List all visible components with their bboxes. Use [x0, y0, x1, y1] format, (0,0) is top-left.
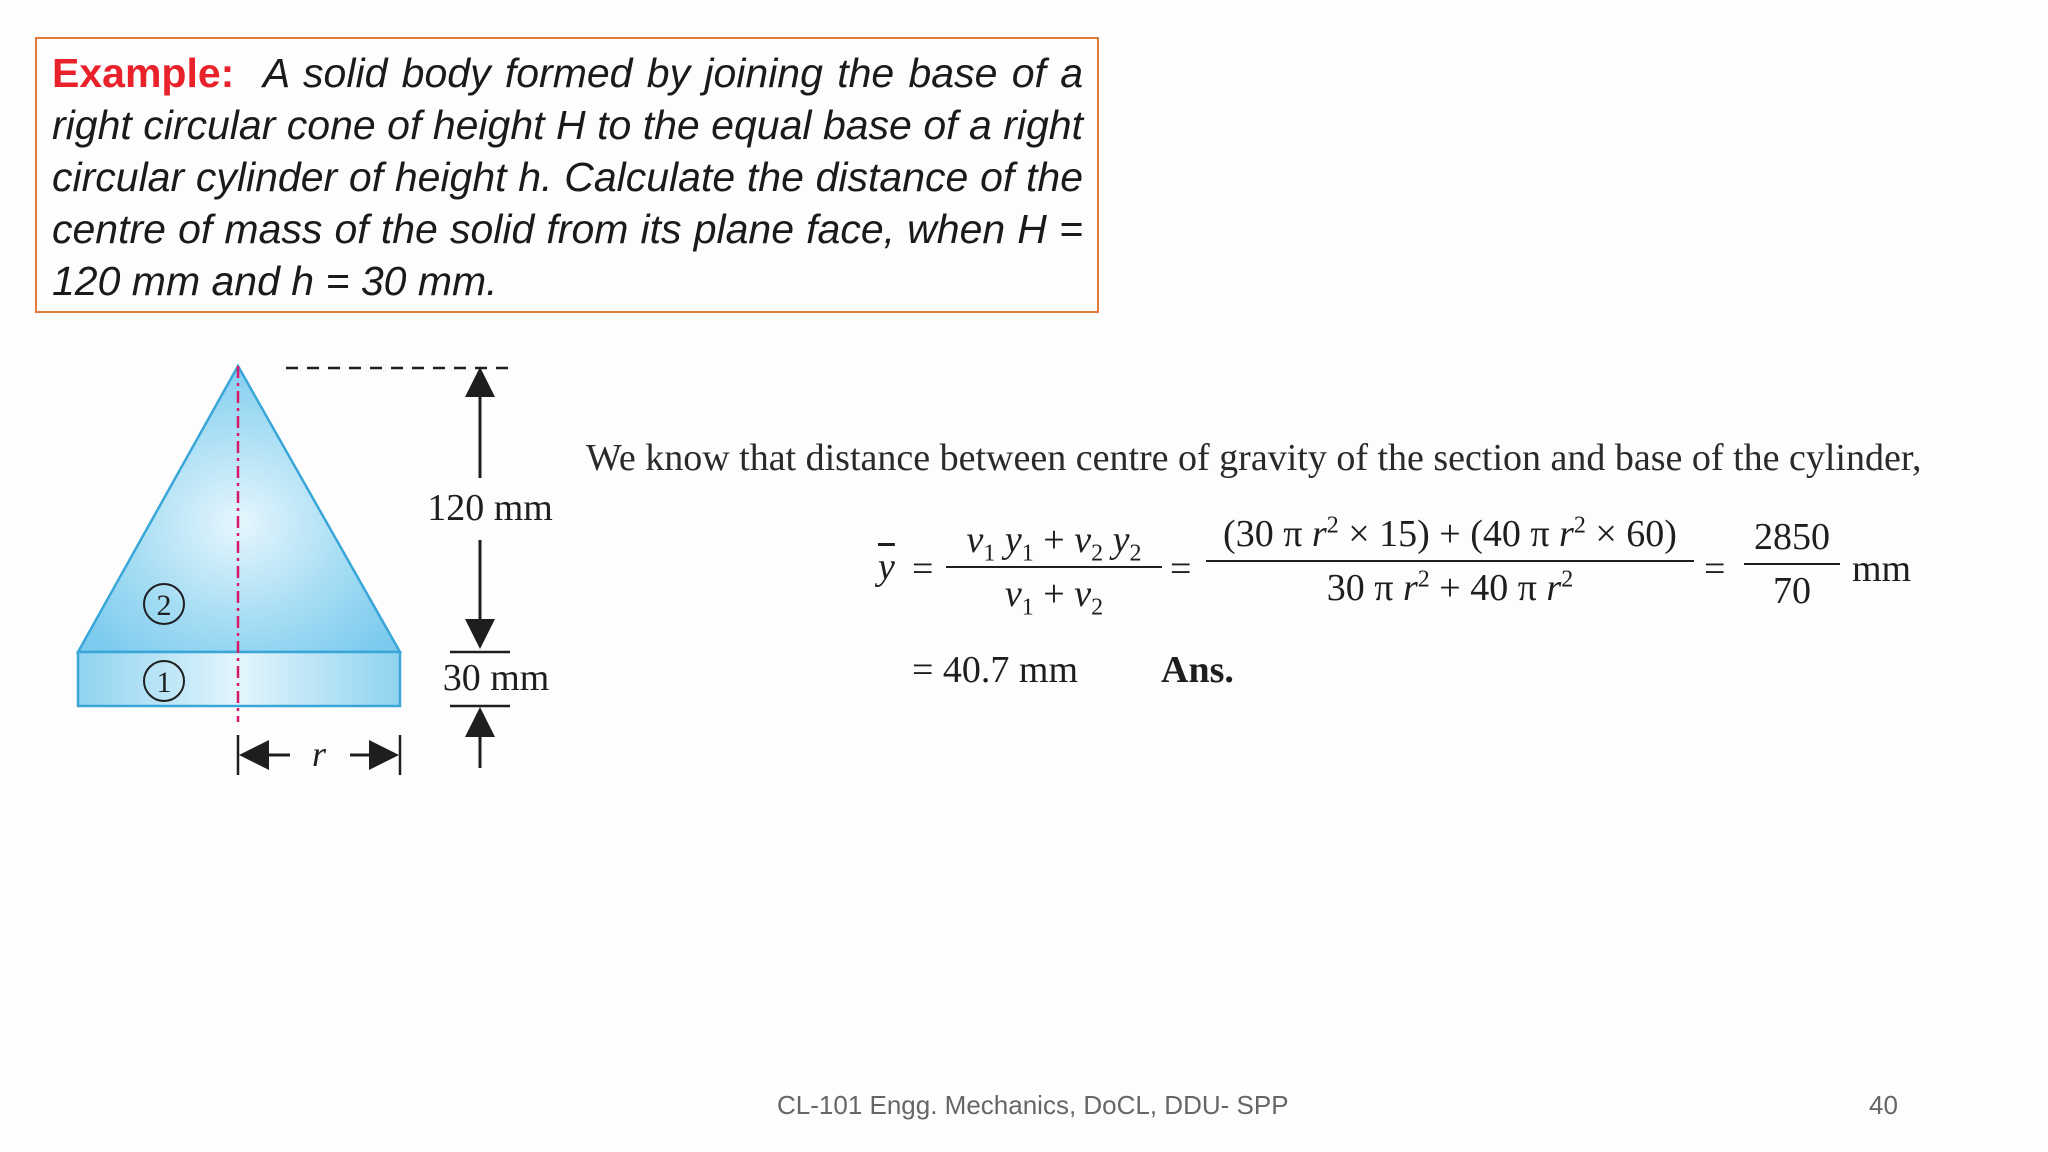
numeric-fraction — [1744, 515, 1840, 613]
solution-intro-text: We know that distance between centre of gravity of the section and base of the cylinder, — [586, 437, 1922, 479]
substitution-denominator: 30 π $r^2 + 40$ π $r^2$ — [1326, 566, 1574, 609]
ybar-symbol: $\overline{y}$ — [878, 546, 895, 588]
problem-text: A solid body formed by joining the base of a right circular cone of height H to the equal base of a right circular cylinder of height h. Calculate the distance of the centre of mass of the solid from its plane face, when H = 120 mm and h = 30 mm. — [52, 50, 1083, 304]
equals-sign-2: = — [1170, 548, 1192, 590]
substitution-numerator: (30 π $r^2 \times 15) + (40$ π $r^2 \times 60$) — [1223, 512, 1677, 555]
example-label: Example: — [52, 50, 235, 96]
equals-sign-1: = — [912, 548, 934, 590]
formula-denominator: $v_1 + v_2$ — [1004, 573, 1104, 621]
dim-120-label: 120 mm — [427, 487, 553, 529]
answer-label: Ans. — [1161, 649, 1234, 691]
result-value: = 40.7 mm — [912, 649, 1079, 691]
numeric-denominator: 70 — [1773, 570, 1811, 612]
part-2-label: 2 — [156, 589, 172, 622]
numeric-numerator: 2850 — [1754, 516, 1830, 558]
unit-mm: mm — [1852, 548, 1912, 590]
problem-statement-box — [35, 37, 1099, 313]
formula-numerator: $v_1$ $y_1 + v_2$ $y_2$ — [966, 519, 1142, 567]
substitution-fraction — [1206, 512, 1694, 610]
part-1-label: 1 — [156, 666, 172, 699]
radius-label: r — [311, 734, 327, 774]
dim-30-label: 30 mm — [442, 657, 550, 699]
page-number: 40 — [1869, 1090, 1898, 1120]
formula-fraction — [946, 518, 1162, 621]
footer-course-info: CL-101 Engg. Mechanics, DoCL, DDU- SPP — [777, 1090, 1289, 1120]
cone-cylinder-figure — [60, 350, 600, 790]
equals-sign-3: = — [1704, 548, 1726, 590]
